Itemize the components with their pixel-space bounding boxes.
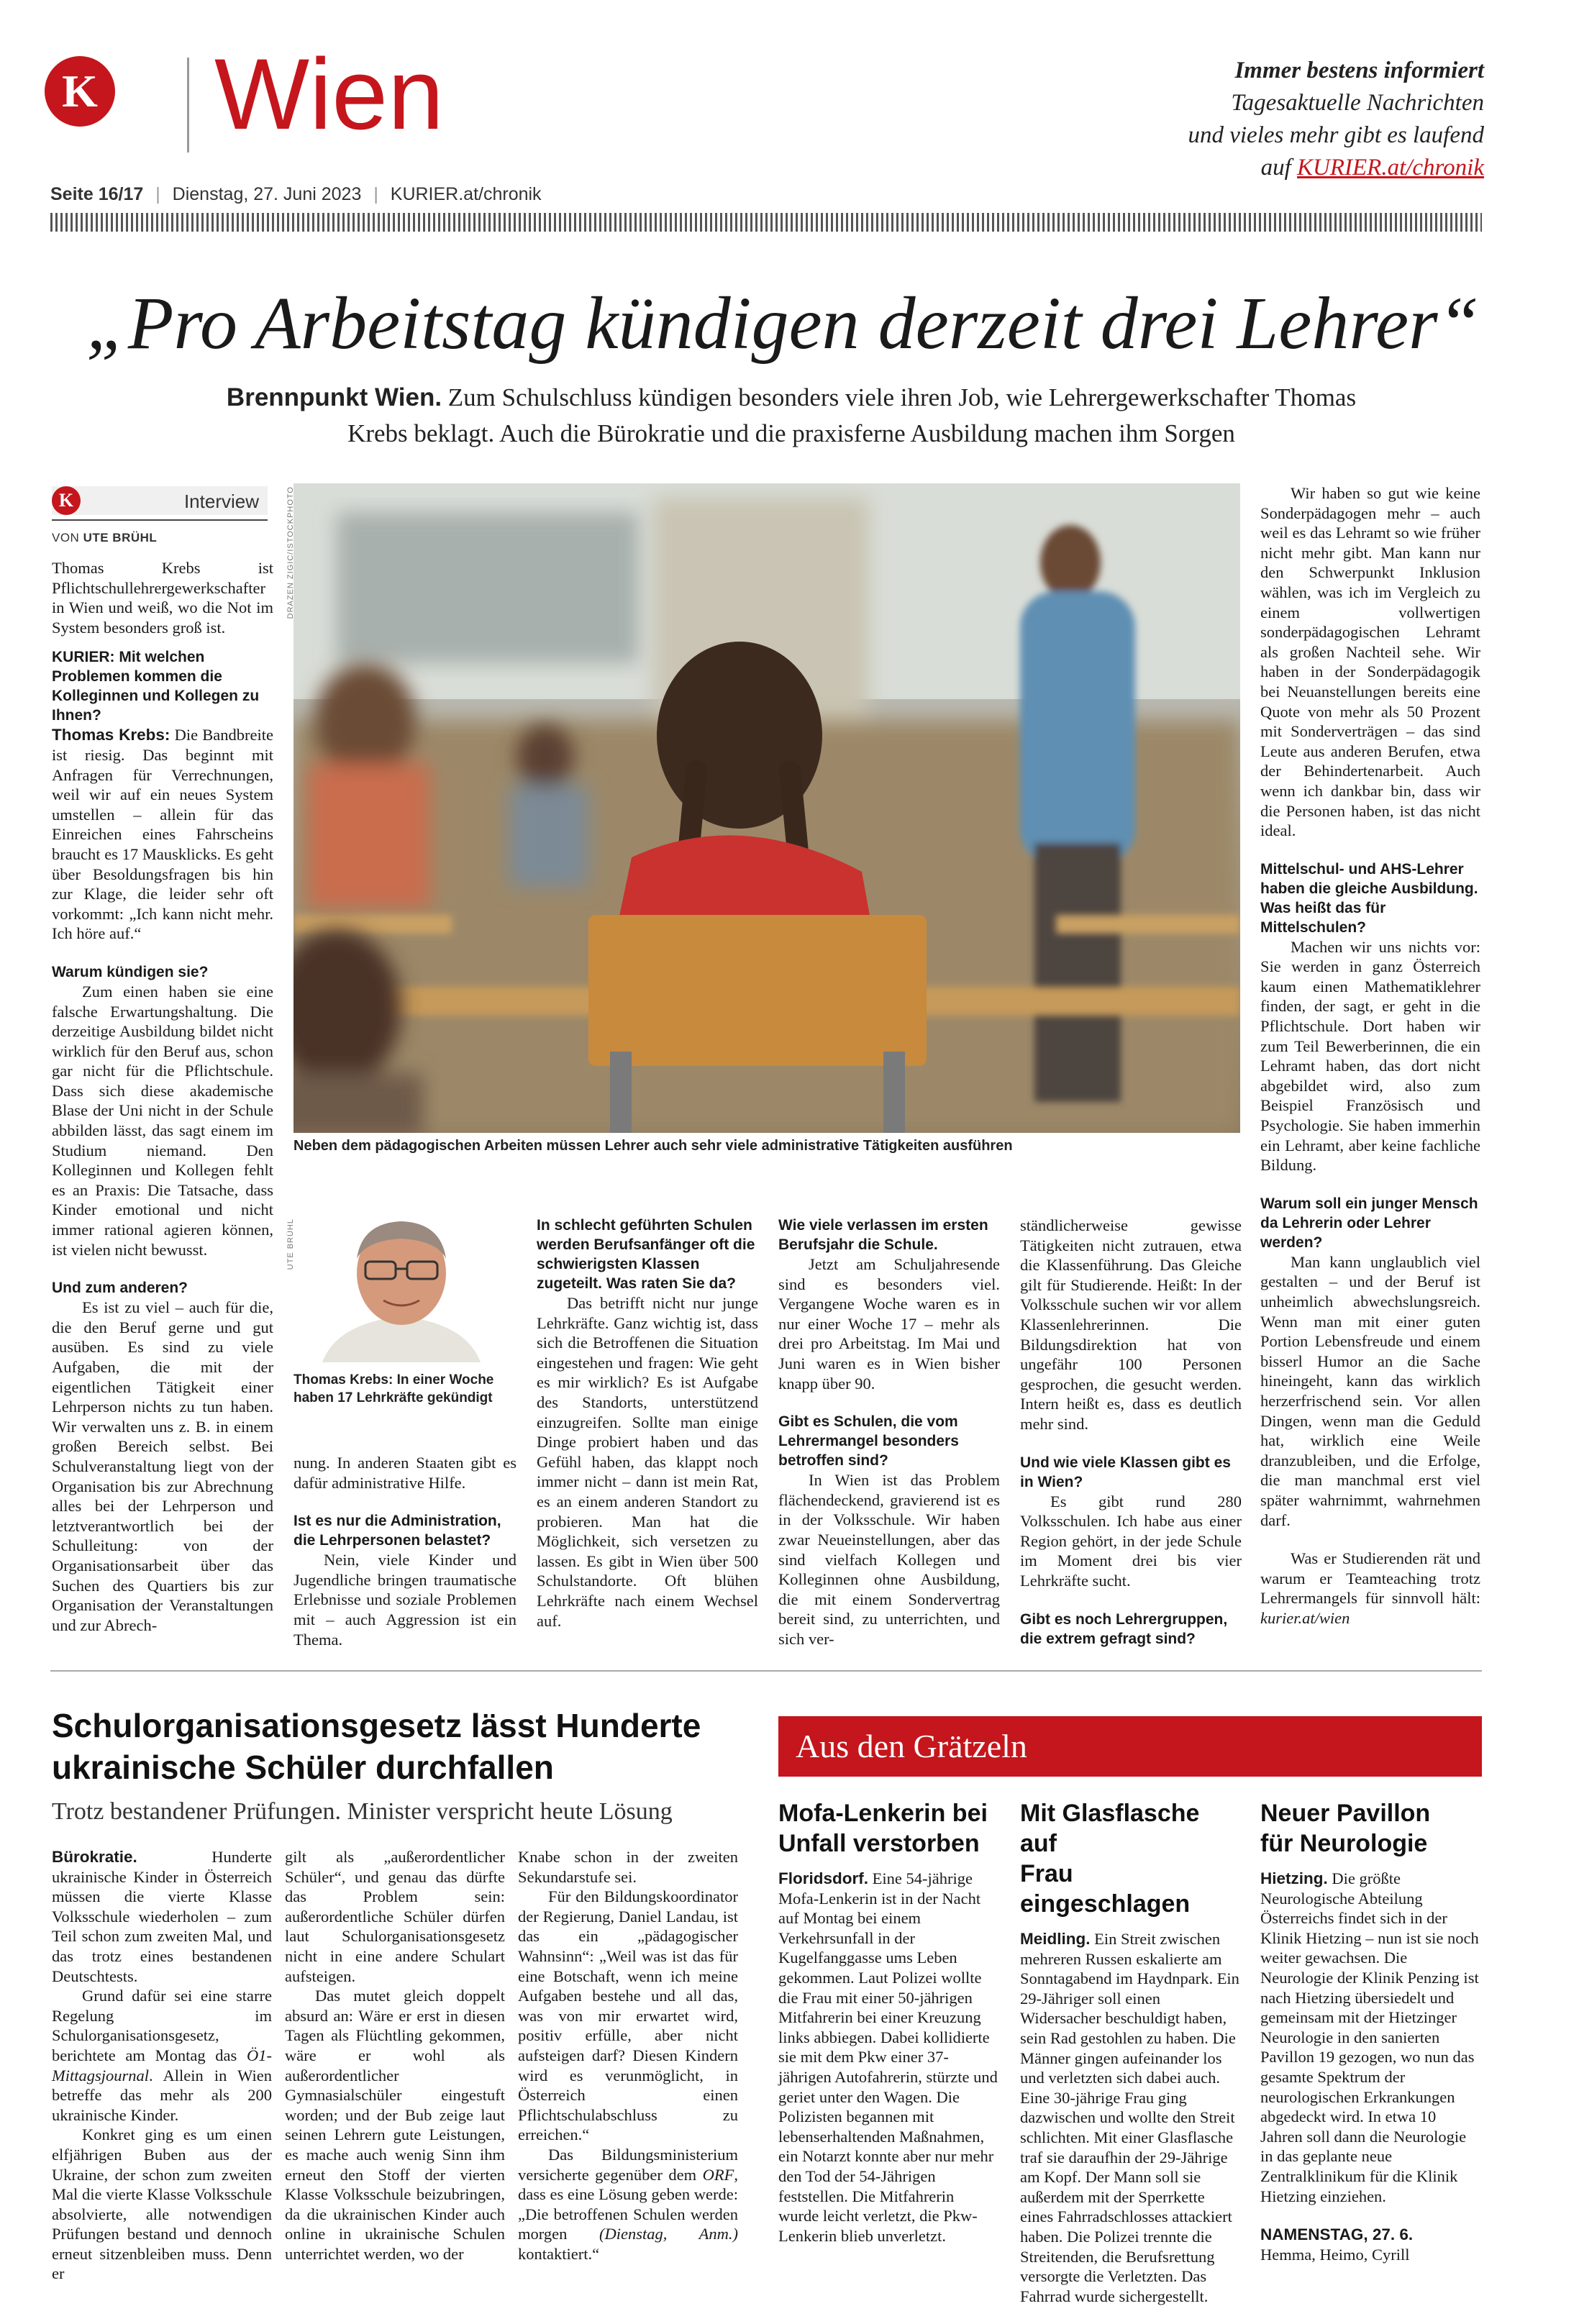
news-3-title [1260, 1798, 1480, 1859]
classroom-illustration [293, 483, 1240, 1133]
portrait-caption-2: haben 17 Lehrkräfte gekündigt [293, 1390, 493, 1405]
kurier-logo[interactable]: K [45, 56, 115, 127]
news-1-text: Eine 54-jährige Mofa-Lenkerin ist in der Nacht auf Montag bei einem Verkehrsunfall in der Kugelfanggasse ums Leben gekommen. Laut Polizei wollte die Frau mit einer 50-jährigen Mitfahrerin bei einer Kreuzung links abbiegen. Dabei kollidierte sie mit dem Pkw einer 37-jährigen Autofahrerin, stürzte und geriet unter den Wagen. Die Polizisten begannen mit lebenserhaltenden Maßnahmen, ein Notarzt konnte aber nur mehr den Tod der 54-Jährigen feststellen. Die Mitfahrerin wurde leicht verletzt, die Pkw-Lenkerin blieb unverletzt. [778, 1869, 998, 2245]
promo-title: Immer bestens informiert [1234, 58, 1484, 83]
namenstag-names: Hemma, Heimo, Cyrill [1260, 2245, 1410, 2264]
subhead-line-2: Krebs beklagt. Auch die Bürokratie und die praxisferne Ausbildung machen ihm Sorgen [347, 419, 1235, 447]
answer-3: Es ist zu viel – auch für die, die den Beruf gerne und gut ausüben. Es sind zu viele Aufgaben, die mit der eigentlichen Tätigkeit einer Lehrperson nichts zu tun haben. Wir verwalten uns z. B. in einem großen Bereich selbst. Bei Schulveranstaltung liegt von der Organisation bis zur Abrechnung alles bei der Lehrperson und letztverantwortlich bei der Schulleitung: von der Organisationsarbeit über das Suchen des Quartiers bis zur Organisation der Veranstaltungen und zur Abrech- [52, 1298, 273, 1634]
ukraine-headline [52, 1705, 771, 1788]
byline-name: UTE BRÜHL [83, 531, 158, 544]
promo-box [1081, 55, 1484, 184]
section-url[interactable]: KURIER.at/chronik [390, 184, 542, 204]
question-2: Warum kündigen sie? [52, 963, 209, 980]
answer-2: Zum einen haben sie eine falsche Erwartungshaltung. Die derzeitige Ausbildung bildet nicht wirklich für den Beruf aus, schon gar nicht für die Pflichtschule. Dass sich diese akademische Blase der Uni nicht in der Schule abbilden lässt, das sagt einem im Studium niemand. Den Kolleginnen und Kollegen fehlt es an Praxis: Die Tatsache, dass Kinder emotional und nicht immer rational agieren können, ist vielen nicht bewusst. [52, 982, 273, 1259]
main-subhead [144, 380, 1439, 452]
interview-col-1 [52, 558, 273, 1635]
answer-col3-1: Das betrifft nicht nur junge Lehrkräfte. Ganz wichtig ist, dass sich die Betroffenen die Situation eingestehen und fragen: Wie geht es mir wirklich? Es ist Aufgabe des Standorts, unterstützend einzugreifen. Sollte man einige Dinge probiert haben und das Gefühl haben, das klappt noch immer nicht – dann ist mein Rat, es an einem anderen Standort zu probieren. Man hat die Möglichkeit, sich versetzen zu lassen. Es gibt in Wien über 500 Schulstandorte. Oft blühen Lehrkräfte nach einem Wechsel auf. [537, 1294, 758, 1630]
promo-prefix: auf [1260, 155, 1298, 181]
ukraine-col-1 [52, 1847, 272, 2284]
ukraine-col-3 [518, 1847, 738, 2264]
main-headline: „Pro Arbeitstag kündigen derzeit drei Lehrer“ [86, 282, 1480, 365]
graetzel-news-1 [778, 1798, 998, 2246]
portrait-credit: UTE BRÜHL [286, 1218, 295, 1270]
promo-line-2: und vieles mehr gibt es laufend [1188, 122, 1484, 148]
page-number: Seite 16/17 [50, 184, 144, 204]
online-teaser-text: Was er Studierenden rät und warum er Teamteaching trotz Lehrermangels für sinnvoll hält: [1260, 1549, 1480, 1608]
interview-col-4 [778, 1216, 1000, 1649]
ukraine-c3-p3-source: ORF [702, 2165, 734, 2184]
kurier-mini-logo: K [52, 486, 81, 515]
intro-text: Thomas Krebs ist Pflichtschullehrergewerkschafter in Wien und weiß, wo die Not im System besonders groß ist. [52, 559, 273, 637]
news-3-lead: Hietzing. [1260, 1869, 1328, 1887]
issue-date: Dienstag, 27. Juni 2023 [172, 184, 362, 204]
interview-col-6 [1260, 483, 1480, 1628]
ukraine-c2-p2: Das mutet gleich doppelt absurd an: Wäre er erst in diesen Tagen als Flüchtling gekommen, wäre er wohl als außerordentlicher Gymnasialschüler eingestuft worden; und der Bub zeige laut seinen Lehrern gute Leistungen, es mache auch wenig Sinn ihm erneut den Stoff der vierten Klasse Volksschule beizubringen, da die ukrainischen Kinder auch online in ukrainische Schulen unterrichtet werden, wo der [285, 1987, 505, 2263]
ukraine-headline-1: Schulorganisationsgesetz lässt Hunderte [52, 1707, 701, 1744]
ukraine-p2-pre: Grund dafür sei eine starre Regelung im Schulorganisationsgesetz, berichtete am Montag das [52, 1987, 272, 2064]
page-meta: Seite 16/17 | Dienstag, 27. Juni 2023 | KURIER.at/chronik [50, 184, 542, 204]
news-2-text: Ein Streit zwischen mehreren Russen eskalierte am Sonntagabend im Haydnpark. Ein 29-Jähriger soll einen Widersacher beschuldigt haben, sein Rad gestohlen zu haben. Die Männer gingen aufeinander los und verletzten sich dabei auch. Eine 30-jährige Frau ging dazwischen und wollte den Streit schlichten. Mit einer Glasflasche traf sie daraufhin der 29-Jährige am Kopf. Der Mann soll sie außerdem mit der Sperrkette eines Fahrradschlosses attackiert haben. Die Polizei trennte die Streitenden, die Berufsrettung versorgte die Verletzten. Das Fahrrad wurde sichergestellt. [1020, 1930, 1239, 2305]
news-1-title-2: Unfall verstorben [778, 1830, 980, 1857]
ukraine-p3: Konkret ging es um einen elfjährigen Buben aus der Ukraine, der schon zum zweiten Mal die vierte Klasse Volksschule absolvierte, alle notwendigen Prüfungen bestand und dennoch erneut sitzenbleiben muss. Denn er [52, 2125, 272, 2283]
classroom-photo [293, 483, 1240, 1133]
answer-col4-1: Jetzt am Schuljahresende sind es besonders viel. Vergangene Woche waren es in nur einer Woche 17 – mehr als drei pro Arbeitstag. Im Mai und Juni waren es in Wien bisher knapp über 90. [778, 1255, 1000, 1393]
news-3-text: Die größte Neurologische Abteilung Österreichs findet sich in der Klinik Hietzing – nun ist sie noch weiter gewachsen. Die Neurologie der Klinik Penzing ist nach Hietzing übersiedelt und gemeinsam mit der Hietzinger Neurologie in den sanierten Pavillon 19 gezogen, wo nun das gesamte Spektrum der neurologischen Erkrankungen abgedeckt wird. In etwa 10 Jahren soll dann die Neurologie in das geplante neue Zentralklinikum für die Klinik Hietzing einziehen. [1260, 1869, 1479, 2205]
ukraine-c3-p3-post: kontaktiert.“ [518, 2244, 600, 2263]
ukraine-c3-p1: Knabe schon in der zweiten Sekundarstufe sei. [518, 1848, 738, 1886]
news-1-title [778, 1798, 998, 1859]
interview-col-2 [293, 1453, 517, 1649]
logo-divider [187, 58, 189, 152]
question-col4-2: Gibt es Schulen, die vom Lehrermangel besonders betroffen sind? [778, 1413, 959, 1469]
byline [52, 531, 157, 545]
online-teaser-link[interactable]: kurier.at/wien [1260, 1608, 1350, 1627]
section-title: Wien [214, 37, 444, 150]
ukraine-c3-p3-note: (Dienstag, Anm.) [599, 2225, 738, 2243]
header-rule [50, 213, 1482, 232]
question-col4-1: Wie viele verlassen im ersten Berufsjahr die Schule. [778, 1217, 988, 1253]
answer-col6-1: Wir haben so gut wie keine Sonderpädagogen mehr – auch weil es das Lehramt so wie früher nicht mehr gibt. Man kann nur den Schwerpunkt Inklusion wählen, was ich im Vergleich zu einem vollwertigen sonderpädagogischen Lehramt als großen Nachteil sehe. Wir haben in der Sonderpädagogik bei Neuanstellungen bereits eine Quote von mehr als 50 Prozent mit Sonderverträgen – das sind Leute aus anderen Berufen, etwa der Behindertenarbeit. Auch wenn ich dankbar bin, dass wir die Personen haben, ist das nicht ideal. [1260, 484, 1480, 840]
question-col6-1: Mittelschul- und AHS-Lehrer haben die gleiche Ausbildung. Was heißt das für Mittelschulen? [1260, 860, 1478, 936]
promo-link[interactable]: KURIER.at/chronik [1297, 155, 1484, 181]
namenstag-label: NAMENSTAG, 27. 6. [1260, 2225, 1414, 2244]
answer-1-text: Die Bandbreite ist riesig. Das beginnt mit Anfragen für Verrechnungen, weil wir auf ein neues System umstellen – allein für das Einreichen eines Fahrscheins braucht es 17 Mausklicks. Es geht über Besoldungsfragen bis hin zur Klage, die leider sehr oft vorkommt: „Ich kann nicht mehr. Ich höre auf.“ [52, 726, 273, 943]
graetzel-news-3 [1260, 1798, 1480, 2264]
interview-label: Interview [183, 491, 259, 512]
subhead-line-1: Zum Schulschluss kündigen besonders viele ihren Job, wie Lehrergewerkschafter Thomas [442, 383, 1357, 411]
graetzel-banner: Aus den Grätzeln [778, 1716, 1482, 1777]
ukraine-p1: Hunderte ukrainische Kinder in Österreich müssen die vierte Klasse Volksschule wiederholen – zum Teil schon zum zweiten Mal, und das trotz eines bestandenen Deutschtests. [52, 1848, 272, 1985]
news-1-title-1: Mofa-Lenkerin bei [778, 1800, 988, 1827]
answer-1 [52, 725, 273, 944]
ukraine-c3-p2: Für den Bildungskoordinator der Regierung, Daniel Landau, ist das ein „pädagogischer Wahnsinn“: „Weil was ist das für eine Botschaft, wenn ich meine Aufgaben bestehe und all das, was von mir erwartet wird, positiv erfülle, aber nicht aufsteigen darf? Diesen Kindern wird es verunmöglicht, in Österreich einen Pflichtschulabschluss zu erreichen.“ [518, 1887, 738, 2144]
ukraine-c2-p1: gilt als „außerordentlicher Schüler“, und genau das dürfte das Problem sein: außerordentliche Schüler dürfen laut Schulorganisationsgesetz nicht in eine andere Schulart aufsteigen. [285, 1848, 505, 1985]
promo-line-1: Tagesaktuelle Nachrichten [1231, 90, 1484, 116]
question-col2-1: Ist es nur die Administration, die Lehrpersonen belastet? [293, 1513, 501, 1549]
question-3: Und zum anderen? [52, 1280, 188, 1297]
answer-1-lead: Thomas Krebs: [52, 726, 170, 744]
online-teaser [1260, 1549, 1480, 1628]
answer-col5-1: ständlicherweise gewisse Tätigkeiten nicht zutrauen, etwa die Klassenführung. Das Gleiche gilt für Studierende. Heißt: In der Volksschule suchen wir vor allem Klassenlehrerinnen. Die Bildungsdirektion hat von ungefähr 100 Personen gesprochen, die gesucht werden. Intern heißt es, dass es deutlich mehr sind. [1020, 1216, 1242, 1433]
ukraine-col-2 [285, 1847, 505, 2264]
ukraine-p2-source: Ö1-Mittagsjournal [52, 2046, 272, 2084]
ukraine-headline-2: ukrainische Schüler durchfallen [52, 1749, 554, 1786]
news-2-lead: Meidling. [1020, 1930, 1091, 1948]
portrait-caption-1: Thomas Krebs: In einer Woche [293, 1372, 494, 1387]
photo-credit: DRAZEN ZIGIC/ISTOCKPHOTO [286, 486, 295, 619]
graetzel-news-2 [1020, 1798, 1240, 2306]
answer-col4-2: In Wien ist das Problem flächendeckend, gravierend ist es in der Volksschule. Wir haben zwar Neueinstellungen, aber das sind vielfach Kollegen und Kolleginnen ohne Ausbildung, die mit einem Sondervertrag bereit sind, zu unterrichten, und sich ver- [778, 1471, 1000, 1648]
news-2-title-2: Frau eingeschlagen [1020, 1860, 1191, 1918]
portrait-photo [293, 1216, 509, 1362]
question-col6-2: Warum soll ein junger Mensch da Lehrerin oder Lehrer werden? [1260, 1195, 1478, 1251]
news-3-title-1: Neuer Pavillon [1260, 1800, 1431, 1827]
subhead-lead: Brennpunkt Wien. [226, 383, 442, 411]
question-col3-1: In schlecht geführten Schulen werden Berufsanfänger oft die schwierigsten Klassen zugeteilt. Was raten Sie da? [537, 1217, 755, 1292]
interview-col-3 [537, 1216, 758, 1631]
answer-col6-2: Machen wir uns nichts vor: Sie werden in ganz Österreich kaum einen Mathematiklehrer finden, der sagt, er geht in die Pflichtschule. Dort haben wir zum Teil Bewerberinnen, die ein Lehramt haben, das dort nicht abgebildet wird, also zum Beispiel Französisch und Psychologie. Sie haben immerhin ein Lehramt, aber keine fachliche Bildung. [1260, 937, 1480, 1175]
answer-col6-3: Man kann unglaublich viel gestalten – und der Beruf ist unheimlich abwechslungsreich. Wenn man mit einer guten Portion Lebensfreude und einem bisserl Humor an die Sache hineingeht, kann das wirklich herzerfrischend sein. Vor allen Dingen, wenn man die Geduld hat, wirklich eine Weile dranzubleiben, und die Erfolge, die man manchmal erst viel später wahrnimmt, wahrnehmen darf. [1260, 1252, 1480, 1529]
question-1: KURIER: Mit welchen Problemen kommen die Kolleginnen und Kollegen zu Ihnen? [52, 649, 260, 724]
ukraine-p2-post: . Allein in Wien betreffe das mehr als 200 ukrainische Kinder. [52, 2066, 272, 2124]
portrait-illustration [293, 1216, 509, 1362]
ukraine-lead: Bürokratie. [52, 1848, 137, 1866]
question-col5-2: Gibt es noch Lehrergruppen, die extrem gefragt sind? [1020, 1610, 1228, 1647]
answer-col5-2: Es gibt rund 280 Volksschulen. Ich habe aus einer Region gehört, in der jede Schule im Moment drei bis vier Lehrkräfte sucht. [1020, 1492, 1242, 1590]
portrait-caption [293, 1371, 524, 1407]
interview-badge [52, 486, 268, 515]
ukraine-c3-p3-mid: , dass es eine Lösung geben werde: „Die betroffenen Schulen werden morgen [518, 2165, 738, 2243]
news-1-lead: Floridsdorf. [778, 1869, 868, 1887]
news-3-title-2: für Neurologie [1260, 1830, 1428, 1857]
question-col5-1: Und wie viele Klassen gibt es in Wien? [1020, 1454, 1231, 1490]
byline-prefix: VON [52, 531, 83, 544]
news-2-title [1020, 1798, 1240, 1919]
ukraine-subhead: Trotz bestandener Prüfungen. Minister verspricht heute Lösung [52, 1798, 673, 1825]
answer-col2-1: nung. In anderen Staaten gibt es dafür administrative Hilfe. [293, 1454, 517, 1492]
photo-caption: Neben dem pädagogischen Arbeiten müssen Lehrer auch sehr viele administrative Tätigkeiten ausführen [293, 1138, 1013, 1154]
section-divider [50, 1670, 1482, 1672]
answer-col2-2: Nein, viele Kinder und Jugendliche bringen traumatische Erlebnisse und soziale Problemen mit – auch Aggression ist ein Thema. [293, 1551, 517, 1649]
news-2-title-1: Mit Glasflasche auf [1020, 1800, 1200, 1857]
ukraine-c3-p3-pre: Das Bildungsministerium versicherte gegenüber dem [518, 2145, 738, 2184]
interview-col-5 [1020, 1216, 1242, 1649]
